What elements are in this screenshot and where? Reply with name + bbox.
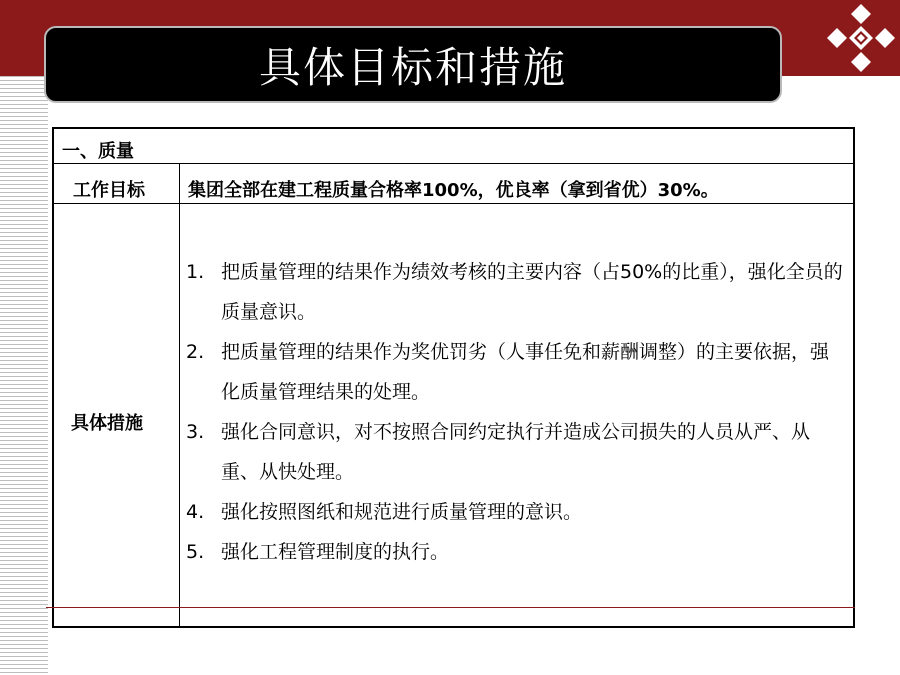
item-text: 把质量管理的结果作为奖优罚劣（人事任免和薪酬调整）的主要依据，强化质量管理结果的处理。 [221,341,830,403]
goal-label: 工作目标 [73,180,145,201]
item-number: 1. [186,261,205,283]
item-number: 5. [186,541,205,563]
list-item [186,532,846,572]
diamond-lattice-icon [822,0,900,76]
left-stripe-pattern [0,76,48,675]
row-divider [54,203,853,204]
goal-text: 集团全部在建工程质量合格率100%，优良率（拿到省优）30%。 [188,180,719,201]
item-text: 把质量管理的结果作为绩效考核的主要内容（占50%的比重），强化全员的质量意识。 [221,261,843,323]
slide-title: 具体目标和措施 [258,42,567,92]
footer-rule [46,607,855,608]
measures-label: 具体措施 [71,413,143,434]
row-divider [54,163,853,164]
column-divider [179,164,180,626]
list-item [186,252,846,332]
section-heading: 一、质量 [62,141,134,162]
title-bar [44,26,782,103]
item-text: 强化合同意识，对不按照合同约定执行并造成公司损失的人员从严、从重、从快处理。 [221,421,811,483]
list-item [186,412,846,492]
item-text: 强化按照图纸和规范进行质量管理的意识。 [221,501,583,523]
measures-list [186,252,846,572]
list-item [186,492,846,532]
item-number: 4. [186,501,205,523]
item-number: 2. [186,341,205,363]
item-text: 强化工程管理制度的执行。 [221,541,450,563]
list-item [186,332,846,412]
item-number: 3. [186,421,205,443]
